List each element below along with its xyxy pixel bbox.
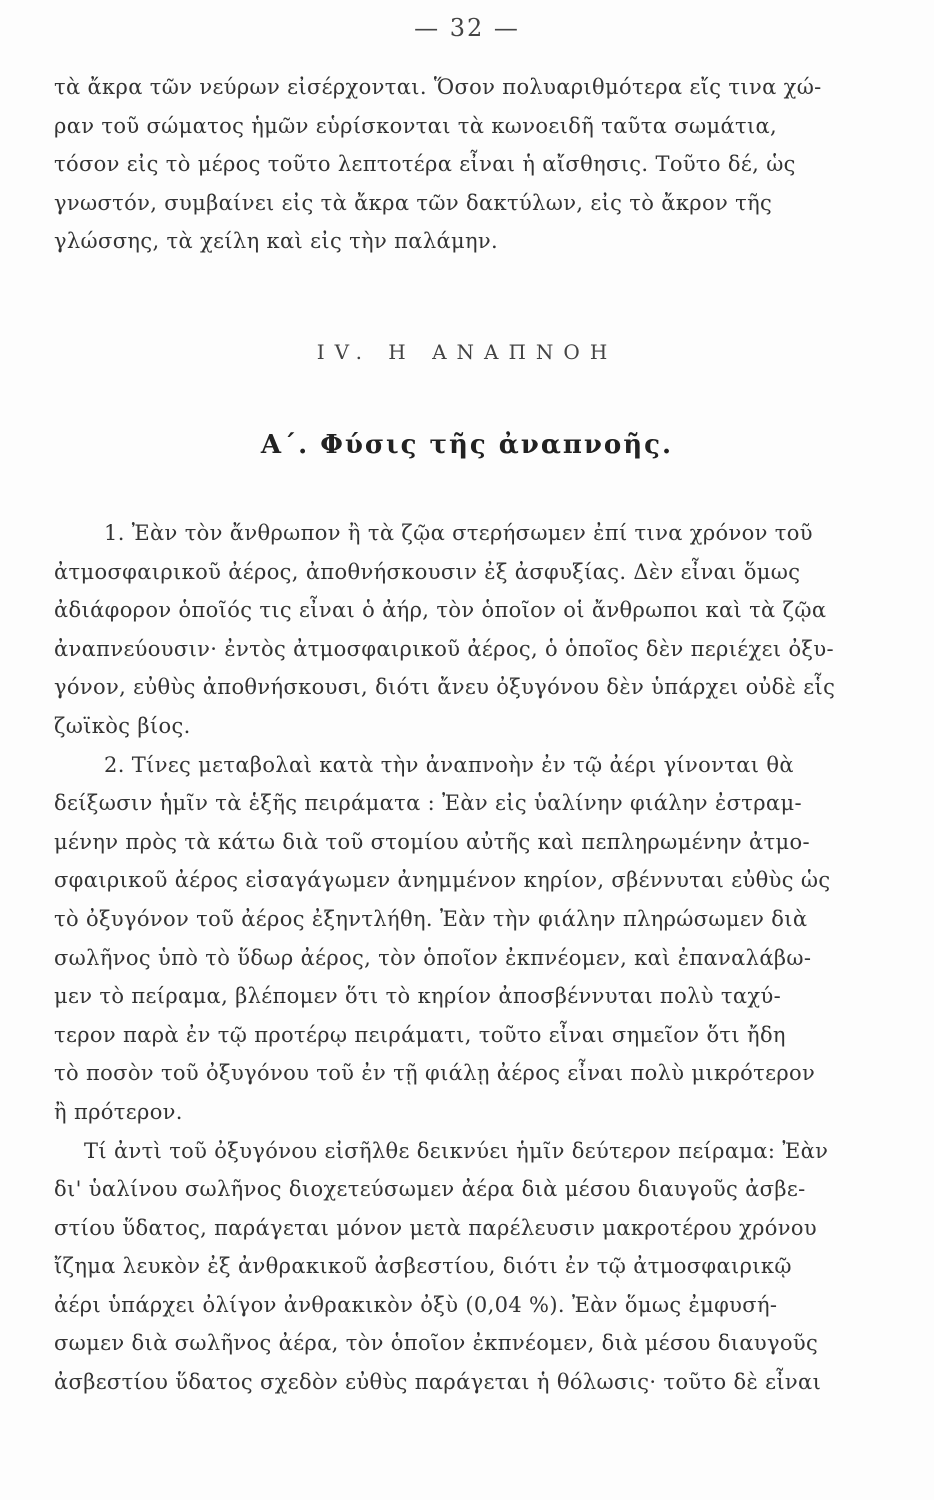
text-line: τὰ ἄκρα τῶν νεύρων εἰσέρχονται. Ὅσον πολυαριθμότερα εἴς τινα χώ-	[54, 75, 822, 99]
text-line: γόνον, εὐθὺς ἀποθνήσκουσι, διότι ἄνευ ὀξυγόνου δὲν ὑπάρχει οὐδὲ εἷς	[54, 675, 836, 700]
text-line: ἀτμοσφαιρικοῦ ἀέρος, ἀποθνήσκουσιν ἐξ ἀσφυξίας. Δὲν εἶναι ὅμως	[54, 559, 801, 584]
subsection-heading: Α΄. Φύσις τῆς ἀναπνοῆς.	[260, 430, 674, 460]
text-line: δείξωσιν ἡμῖν τὰ ἑξῆς πειράματα : Ἐὰν εἰς ὑαλίνην φιάλην ἐστραμ-	[54, 791, 802, 816]
text-line: τόσον εἰς τὸ μέρος τοῦτο λεπτοτέρα εἶναι ἡ αἴσθησις. Τοῦτο δέ, ὡς	[54, 152, 796, 177]
text-line: δι' ὑαλίνου σωλῆνος διοχετεύσωμεν ἀέρα διὰ μέσου διαυγοῦς ἀσβε-	[54, 1177, 806, 1202]
text-line: σωλῆνος ὑπὸ τὸ ὕδωρ ἀέρος, τὸν ὁποῖον ἐκπνέομεν, καὶ ἐπαναλάβω-	[54, 945, 812, 970]
text-line: στίου ὕδατος, παράγεται μόνον μετὰ παρέλευσιν μακροτέρου χρόνου	[54, 1215, 818, 1240]
text-line: ἢ πρότερον.	[54, 1099, 183, 1124]
text-line: σωμεν διὰ σωλῆνος ἀέρα, τὸν ὁποῖον ἐκπνέομεν, διὰ μέσου διαυγοῦς	[54, 1331, 819, 1356]
paragraph-3-first-line: Τί ἀντὶ τοῦ ὀξυγόνου εἰσῆλθε δεικνύει ἡμῖν δεύτερον πείραμα: Ἐὰν	[84, 1138, 829, 1163]
text-line: γνωστόν, συμβαίνει εἰς τὰ ἄκρα τῶν δακτύλων, εἰς τὸ ἄκρον τῆς	[54, 190, 773, 215]
text-line: τὸ ὀξυγόνον τοῦ ἀέρος ἐξηντλήθη. Ἐὰν τὴν φιάλην πληρώσωμεν διὰ	[54, 906, 808, 931]
text-line: ἴζημα λευκὸν ἐξ ἀνθρακικοῦ ἀσβεστίου, διότι ἐν τῷ ἀτμοσφαιρικῷ	[54, 1254, 792, 1279]
text-line: μεν τὸ πείραμα, βλέπομεν ὅτι τὸ κηρίον ἀποσβέννυται πολὺ ταχύ-	[54, 984, 782, 1009]
paragraph-2-first-line: 2. Τίνες μεταβολαὶ κατὰ τὴν ἀναπνοὴν ἐν τῷ ἀέρι γίνονται θὰ	[104, 752, 794, 777]
text-line: σφαιρικοῦ ἀέρος εἰσαγάγωμεν ἀνημμένον κηρίον, σβέννυται εὐθὺς ὡς	[54, 868, 831, 893]
top-paragraph	[54, 68, 904, 261]
text-line: ἀσβεστίου ὕδατος σχεδὸν εὐθὺς παράγεται ἡ θόλωσις· τοῦτο δὲ εἶναι	[54, 1370, 822, 1395]
text-line: ζωϊκὸς βίος.	[54, 713, 191, 738]
paragraph-1-first-line: 1. Ἐὰν τὸν ἄνθρωπον ἢ τὰ ζῷα στερήσωμεν ἐπί τινα χρόνον τοῦ	[104, 521, 813, 545]
text-line: μένην πρὸς τὰ κάτω διὰ τοῦ στομίου αὐτῆς καὶ πεπληρωμένην ἀτμο-	[54, 829, 810, 854]
text-line: ἀναπνεύουσιν· ἐντὸς ἀτμοσφαιρικοῦ ἀέρος, ὁ ὁποῖος δὲν περιέχει ὀξυ-	[54, 636, 834, 661]
text-line: ραν τοῦ σώματος ἡμῶν εὑρίσκονται τὰ κωνοειδῆ ταῦτα σωμάτια,	[54, 113, 778, 138]
text-line: τὸ ποσὸν τοῦ ὀξυγόνου τοῦ ἐν τῇ φιάλῃ ἀέρος εἶναι πολὺ μικρότερον	[54, 1061, 816, 1086]
body-text	[54, 514, 904, 1402]
text-line: τερον παρὰ ἐν τῷ προτέρῳ πειράματι, τοῦτο εἶναι σημεῖον ὅτι ἤδη	[54, 1022, 786, 1047]
text-line: γλώσσης, τὰ χείλη καὶ εἰς τὴν παλάμην.	[54, 229, 499, 254]
text-line: ἀέρι ὑπάρχει ὀλίγον ἀνθρακικὸν ὀξὺ (0,04 %). Ἐὰν ὅμως ἐμφυσή-	[54, 1292, 778, 1317]
text-line: ἀδιάφορον ὁποῖός τις εἶναι ὁ ἀήρ, τὸν ὁποῖον οἱ ἄνθρωποι καὶ τὰ ζῷα	[54, 598, 827, 623]
section-heading: IV. Η ΑΝΑΠΝΟΗ	[316, 340, 618, 364]
page-number: — 32 —	[414, 14, 520, 42]
